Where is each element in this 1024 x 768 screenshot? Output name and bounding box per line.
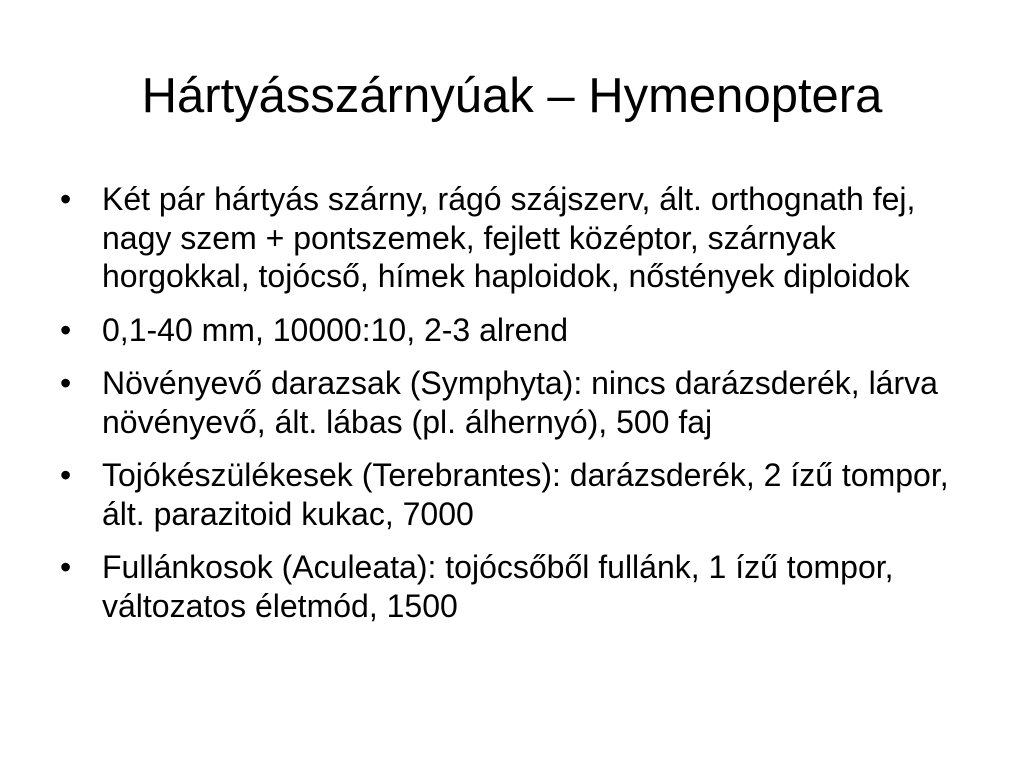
bullet-icon: •: [60, 365, 72, 401]
bullet-text: Két pár hártyás szárny, rágó szájszerv, ált. orthognath fej, nagy szem + pontszemek, fejlett középtor, szárnyak horgokkal, tojócső, hímek haploidok, nőstények diploidok: [102, 181, 916, 294]
bullet-text: Növényevő darazsak (Symphyta): nincs darázsderék, lárva növényevő, ált. lábas (pl. álhernyó), 500 faj: [102, 365, 938, 440]
bullet-icon: •: [60, 181, 72, 217]
slide-title: Hártyásszárnyúak – Hymenoptera: [141, 69, 883, 123]
bullet-icon: •: [60, 549, 72, 585]
bullet-text: 0,1-40 mm, 10000:10, 2-3 alrend: [102, 311, 569, 348]
bullet-icon: •: [60, 457, 72, 493]
bullet-item-2: [60, 311, 960, 350]
bullet-icon: •: [60, 311, 72, 348]
bullet-text: Tojókészülékesek (Terebrantes): darázsderék, 2 ízű tompor, ált. parazitoid kukac, 7000: [102, 457, 949, 532]
bullet-item-1: [60, 180, 960, 296]
bullet-item-3: [60, 364, 960, 441]
bullet-text: Fullánkosok (Aculeata): tojócsőből fullánk, 1 ízű tompor, változatos életmód, 1500: [102, 549, 894, 624]
bullet-item-5: [60, 548, 960, 625]
bullet-item-4: [60, 456, 960, 533]
bullet-list: [60, 180, 960, 640]
